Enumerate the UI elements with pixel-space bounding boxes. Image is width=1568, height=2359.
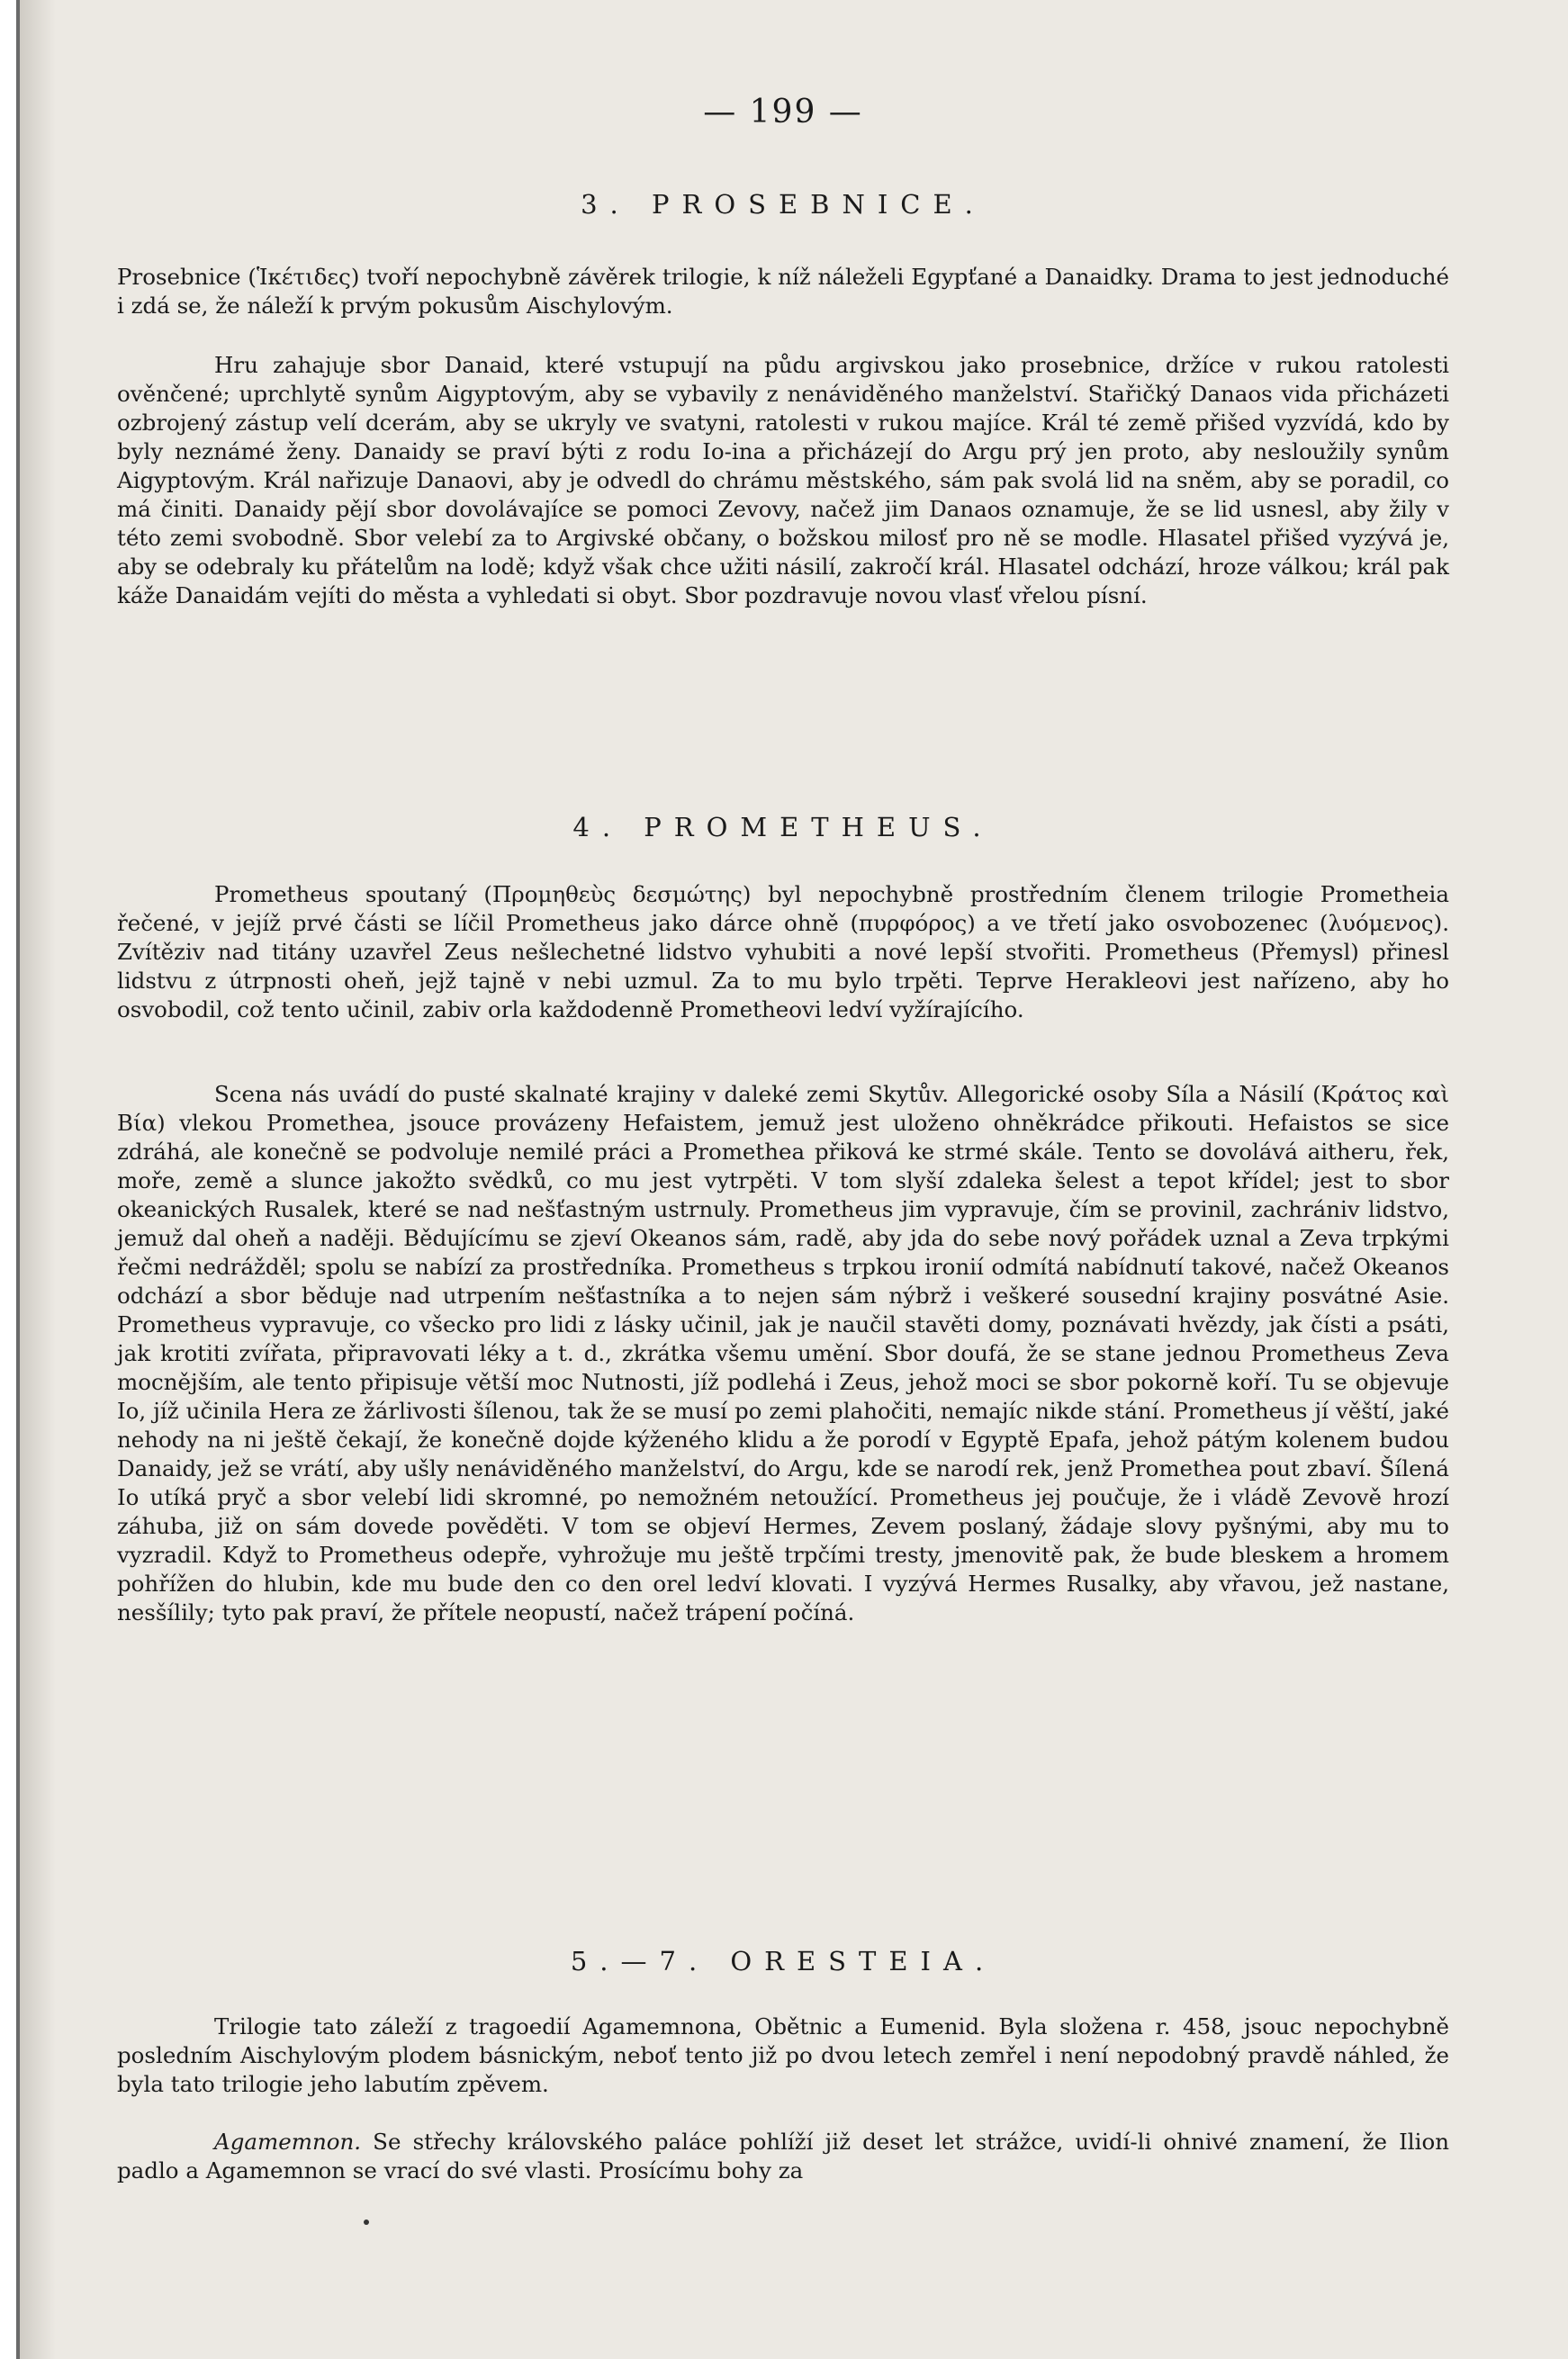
agamemnon-text: Se střechy královského paláce pohlíží již deset let strážce, uvidí-li ohnivé znamení, že Ilion padlo a Agamemnon se vrací do své vlasti. Prosícímu bohy za	[117, 2129, 1449, 2183]
prometheus-paragraph-2: Scena nás uvádí do pusté skalnaté krajiny v daleké zemi Skytův. Allegorické osoby Síla a Násilí (Κράτος καὶ Βία) vlekou Promethea, jsouce provázeny Hefaistem, jemuž jest uloženo ohněkrádce přikouti. Hefaistos se sice zdráhá, ale konečně se podvoluje nemilé práci a Promethea přiková ke strmé skále. Tento se dovolává aitheru, řek, moře, země a slunce jakožto svědků, co mu jest vytrpěti. V tom slyší zdaleka šelest a tepot křídel; jest to sbor okeanických Rusalek, které se nad nešťastným ustrnuly. Prometheus jim vypravuje, čím se provinil, zachrániv lidstvo, jemuž dal oheň a naději. Bědujícímu se zjeví Okeanos sám, radě, aby jda do sebe nový pořádek uznal a Zeva trpkými řečmi nedrážděl; spolu se nabízí za prostředníka. Prometheus s trpkou ironií odmítá nabídnutí takové, načež Okeanos odchází a sbor běduje nad utrpením nešťastníka a to nejen sám nýbrž i veškeré sousední krajiny posvátné Asie. Prometheus vypravuje, co všecko pro lidi z lásky učinil, jak je naučil stavěti domy, poznávati hvězdy, jak čísti a psáti, jak krotiti zvířata, připravovati léky a t. d., zkrátka všemu umění. Sbor doufá, že se stane jednou Prometheus Zeva mocnějším, ale tento připisuje větší moc Nutnosti, jíž podlehá i Zeus, jehož moci se sbor pokorně koří. Tu se objevuje Io, jíž učinila Hera ze žárlivosti šílenou, tak že se musí po zemi plahočiti, nemajíc nikde stání. Prometheus jí věští, jaké nehody na ni ještě čekají, že konečně dojde kýženého klidu a že porodí v Egyptě Epafa, jehož pátým kolenem budou Danaidy, jež se vrátí, aby ušly nenáviděného manželství, do Argu, kde se narodí rek, jenž Promethea pout zbaví. Šílená Io utíká pryč a sbor velebí lidi skromné, po nemožném netoužící. Prometheus jej poučuje, že i vládě Zevově hrozí záhuba, již on sám dovede pověděti. V tom se objeví Hermes, Zevem poslaný, žádaje slovy pyšnými, aby mu to vyzradil. Když to Prometheus odepře, vyhrožuje mu ještě trpčími tresty, jmenovitě pak, že bude bleskem a hromem pohřížen do hlubin, kde mu bude den co den orel ledví klovati. I vyzývá Hermes Rusalky, aby vřavou, jež nastane, nesšílily; tyto pak praví, že přítele neopustí, načež trápení počíná.	[117, 1081, 1449, 1625]
agamemnon-title: Agamemnon.	[214, 2129, 362, 2155]
book-page	[16, 0, 1568, 2359]
page-number: — 199 —	[703, 94, 863, 131]
heading-prosebnice: 3. PROSEBNICE.	[581, 189, 986, 220]
heading-prometheus: 4. PROMETHEUS.	[572, 812, 994, 842]
ink-dot	[364, 2219, 369, 2225]
binding-shadow	[20, 0, 56, 2359]
prometheus-paragraph-1: Prometheus spoutaný (Προμηθεὺς δεσμώτης) byl nepochybně prostředním členem trilogie Prometheia řečené, v jejíž prvé části se líčil Prometheus jako dárce ohně (πυρφόρος) a ve třetí jako osvobozenec (λυόμενος). Zvítěziv nad titány uzavřel Zeus nešlechetné lidstvo vyhubiti a nové lepší stvořiti. Prometheus (Přemysl) přinesl lidstvu z útrpnosti oheň, jejž tajně v nebi uzmul. Za to mu bylo trpěti. Teprve Herakleovi jest nařízeno, aby ho osvobodil, což tento učinil, zabiv orla každodenně Prometheovi ledví vyžírajícího.	[117, 881, 1449, 1022]
prosebnice-paragraph-2: Hru zahajuje sbor Danaid, které vstupují na půdu argivskou jako prosebnice, držíce v rukou ratolesti ověnčené; uprchlytě synům Aigyptovým, aby se vybavily z nenáviděného manželství. Stařičký Danaos vida přicházeti ozbrojený zástup velí dcerám, aby se ukryly ve svatyni, ratolesti v rukou majíce. Král té země přišed vyzvídá, kdo by byly neznámé ženy. Danaidy se praví býti z rodu Io-ina a přicházejí do Argu prý jen proto, aby nesloužily synům Aigyptovým. Král nařizuje Danaovi, aby je odvedl do chrámu městského, sám pak svolá lid na sněm, aby se poradil, co má činiti. Danaidy pějí sbor dovolávajíce se pomoci Zevovy, načež jim Danaos oznamuje, že se lid usnesl, aby žily v této zemi svobodně. Sbor velebí za to Argivské občany, o božskou milosť pro ně se modle. Hlasatel přišed vyzývá je, aby se odebraly ku přátelům na lodě; když však chce užiti násilí, zakročí král. Hlasatel odchází, hroze válkou; král pak káže Danaidám vejíti do města a vyhledati si obyt. Sbor pozdravuje novou vlasť vřelou písní.	[117, 352, 1449, 608]
oresteia-paragraph-1: Trilogie tato záleží z tragoedií Agamemnona, Obětnic a Eumenid. Byla složena r. 458, jsouc nepochybně posledním Aischylovým plodem básnickým, neboť tento již po dvou letech zemřel i není nepodobný pravdě náhled, že byla tato trilogie jeho labutím zpěvem.	[117, 2013, 1449, 2097]
heading-oresteia: 5.—7. ORESTEIA.	[570, 1946, 996, 1976]
prosebnice-paragraph-1: Prosebnice (Ἱκέτιδες) tvoří nepochybně závěrek trilogie, k níž náleželi Egypťané a Danaidky. Drama to jest jednoduché i zdá se, že náleží k prvým pokusům Aischylovým.	[117, 264, 1449, 319]
oresteia-paragraph-2	[117, 2128, 1449, 2185]
